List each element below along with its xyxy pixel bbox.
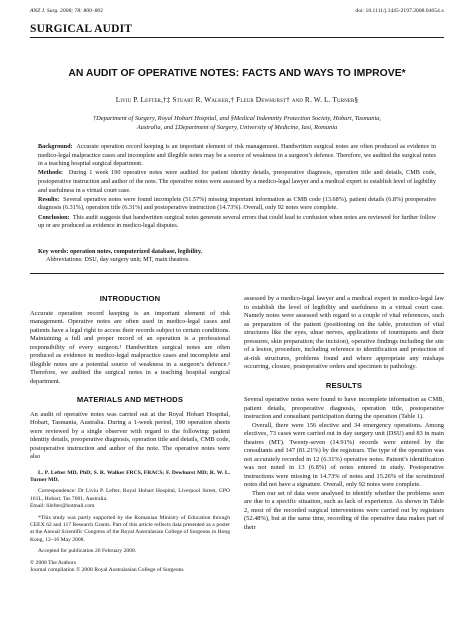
results-text-1: Several operative notes were found to have incomplete information as CMB, patient details, preoperative diagnosis, operation title, postoperative instruction and consultant participation during the operation (Table 1).: [244, 396, 444, 420]
funding-note: *This study was partly supported by the Romanian Ministry of Education through CEEX 62 and 117 Research Grants. Part of this article reflects data presented as a poster at the Annual Scientific Congress of the Royal Australasian College of Surgeons in Hong Kong, 12–16 May 2008.: [30, 514, 230, 543]
methods-continued: assessed by a medico-legal lawyer and a medical expert in medico-legal law to establish the level of legibility and usefulness in a virtual court case. Namely notes were assessed with regard to a couple of vital references, such as preparation of the patient (positioning on the table, protection of vital structures like the eyes, ulnar nerves, applications of tourniquets and their pressures, skin preparation; the incision), operative findings including the site of a lesion, procedure, including reference to identification and protection of at-risk structures, problems found and where appropriate any mishaps occurring, closure, postoperative orders and specimen to pathology.: [244, 295, 444, 370]
journal-citation: ANZ J. Surg. 2008; 78: 800–802: [30, 8, 103, 14]
abstract-background: Background: Accurate operation record keeping is an important element of risk management. Handwritten surgical notes are often produced as evidence in medico-legal malpractice cases and incomplete and illegible notes may be a source of weakness in a surgeon’s defence. Therefore, we audited the surgical notes in a teaching hospital surgical department.: [38, 143, 436, 168]
affiliation-line: †Department of Surgery, Royal Hobart Hospital, and §Medical Indemnity Protection Society, Hobart, Tasmania,: [92, 115, 382, 122]
abbreviations: Abbreviations: DSU, day surgery unit; MT, main theatres.: [46, 256, 190, 264]
affiliation-line: Australia, and ‡Department of Surgery, University of Medicine, Iasi, Romania: [136, 124, 338, 131]
methods-text: An audit of operative notes was carried out at the Royal Hobart Hospital, Hobart, Tasmania, Australia. During a 1-week period, 190 operation sheets were reviewed by a single observer with regard to the following: patient identity details, preoperative diagnosis, operation title and details, CMB code, postoperative instruction and author of the note. The operative notes were also: [30, 410, 230, 460]
section-heading: SURGICAL AUDIT: [30, 23, 133, 35]
copyright-authors: © 2008 The Authors: [30, 559, 76, 566]
running-head: [30, 8, 444, 18]
left-column: [30, 295, 230, 578]
methods-heading: MATERIALS AND METHODS: [76, 395, 184, 404]
abstract-conclusion: Conclusion: This audit suggests that handwritten surgical notes generate several errors that could lead to confusion when notes are reviewed for further follow up or are produced as evidence in medico-legal disputes.: [38, 213, 436, 230]
right-column: [244, 295, 444, 532]
author-list: Liviu P. Lefter,†‡ Stuart R. Walker,† Fleur Dewhurst† and R. W. L. Turner§: [115, 95, 359, 104]
footnotes: [30, 470, 230, 575]
keywords: Key words: operation notes, computerized database, legibility.: [38, 248, 203, 255]
article-title: AN AUDIT OF OPERATIVE NOTES: FACTS AND WAYS TO IMPROVE*: [68, 68, 406, 79]
affiliations: [60, 114, 414, 132]
results-text-3: Then our set of data were analysed to identify whether the problems seen are due to a specific situation, such as lack of experience. As shown in Table 2, most of the recorded surgical interventions were carried out by registrars (52.48%), but at the same time, recording of the operative data makes part of their: [244, 489, 444, 531]
introduction-heading: INTRODUCTION: [99, 294, 161, 303]
results-text-2: Overall, there were 156 elective and 34 emergency operations. Among electives, 73 cases were carried out in day surgery unit (DSU) and 83 in main theatres (MT). Twenty-seven (14.91%) records were entered by the consultants and 147 (81.21%) by the registrars. The type of the operation was not accurately recorded in 12 (6.31%) operative notes. Patient’s identification was not noted in 13 (6.8%) of notes entered in study. Postoperative instructions were missing in 14.73% of notes and 15.26% of the scrutinized notes did not have a signature. Overall, only 92 notes were complete.: [244, 421, 444, 488]
email: Email: lilefter@hotmail.com: [30, 503, 95, 510]
accepted-date: Accepted for publication 26 February 2008.: [38, 548, 137, 555]
keywords-block: [38, 248, 436, 265]
abstract-rule: [30, 273, 444, 274]
introduction-text: Accurate operation record keeping is an important element of risk management. Operative notes are often used in medico-legal cases and patients have a legal right to access their records subject to certain conditions. Maintaining a full and proper record of an operation is a professional responsibility of every surgeon.¹ Handwritten surgical notes are often produced as evidence in medico-legal malpractice cases and incomplete and illegible notes are a potential source of weakness in a surgeon’s defence.¹ Therefore, we audited the surgical notes in a teaching hospital surgical department.: [30, 309, 230, 385]
section-rule: [30, 37, 444, 38]
abstract-results: Results: Several operative notes were found incomplete (51.57%) missing important information as CMB code (13.68%), patient details (6.8%) preoperative diagnosis (6.31%), operation title (6.31%) and postoperative instruction (14.73%). Overall, only 92 notes were complete.: [38, 195, 437, 212]
correspondence: Correspondence: Dr Liviu P. Lefter, Royal Hobart Hospital, Liverpool Street, GPO 161L, Hobart, Tas 7001, Australia.: [30, 488, 230, 502]
doi: doi: 10.1111/j.1445-2197.2008.04654.x: [355, 8, 444, 14]
abstract: [38, 143, 436, 231]
copyright-journal: Journal compilation © 2008 Royal Australasian College of Surgeons: [30, 566, 184, 573]
results-heading: RESULTS: [325, 380, 363, 390]
abstract-methods: Methods: During 1 week 190 operative notes were audited for patient identity details, preoperative diagnosis, operation title and details, CMB code, postoperative instruction and author of the note. The operative notes were assessed by a medico-legal lawyer and a medical expert to establish level of legibility and usefulness in a virtual court case.: [38, 169, 436, 194]
author-qualifications: L. P. Lefter MD, PhD; S. R. Walker FRCS, FRACS; F. Dewhurst MD; R. W. L. Turner MD.: [30, 469, 230, 483]
